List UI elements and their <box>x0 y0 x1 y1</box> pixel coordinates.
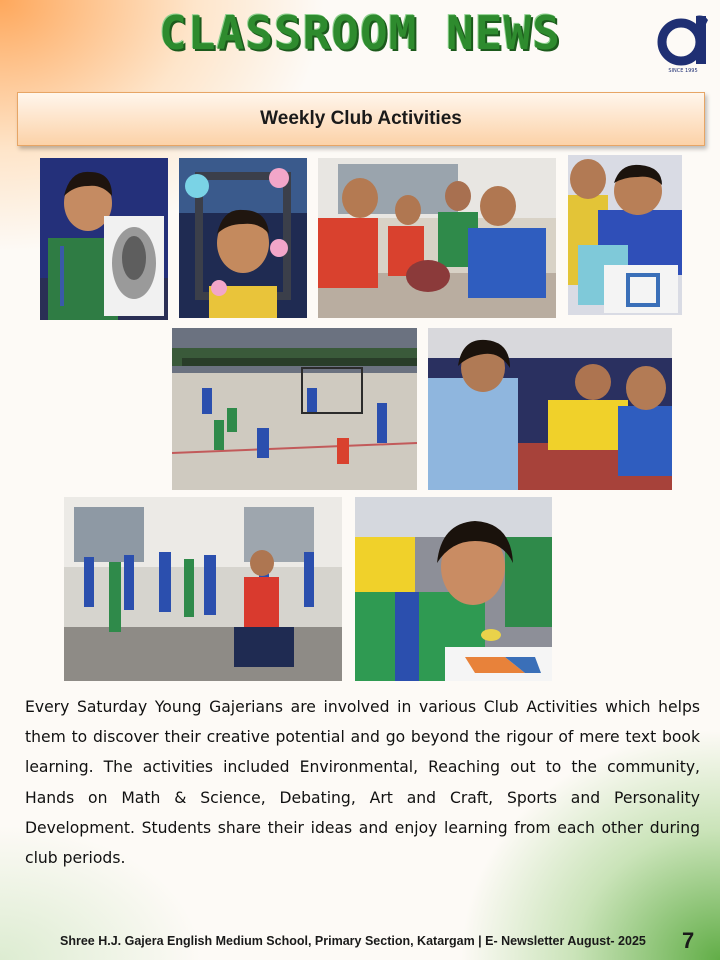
page-title: CLASSROOM NEWS <box>159 6 561 60</box>
section-heading: Weekly Club Activities <box>17 92 705 146</box>
photo-dance-exercise <box>64 497 342 681</box>
photo-boy-sketch-drawing <box>40 158 168 320</box>
photo-boys-clay-modeling <box>318 158 556 318</box>
page-number: 7 <box>682 928 695 953</box>
school-logo <box>654 12 712 74</box>
footer-text: Shree H.J. Gajera English Medium School, Primary Section, Katargam | E- Newsletter August- 2025 <box>60 934 646 948</box>
photo-boys-math-activity <box>568 155 682 315</box>
photo-teacher-with-students <box>428 328 672 490</box>
photo-skating-hall <box>172 328 417 490</box>
logo-caption: SINCE 1995 <box>668 68 698 74</box>
article-paragraph: Every Saturday Young Gajerians are involved in various Club Activities which helps them to discover their creative potential and go beyond the rigour of mere text book learning. The activities included Environmental, Reaching out to the community, Hands on Math & Science, Debating, Art and Craft, Sports and Personality Development. Students share their ideas and enjoy learning from each other during club periods. <box>25 698 700 868</box>
photo-boy-paper-frame <box>179 158 307 318</box>
photo-girl-painting <box>355 497 552 681</box>
